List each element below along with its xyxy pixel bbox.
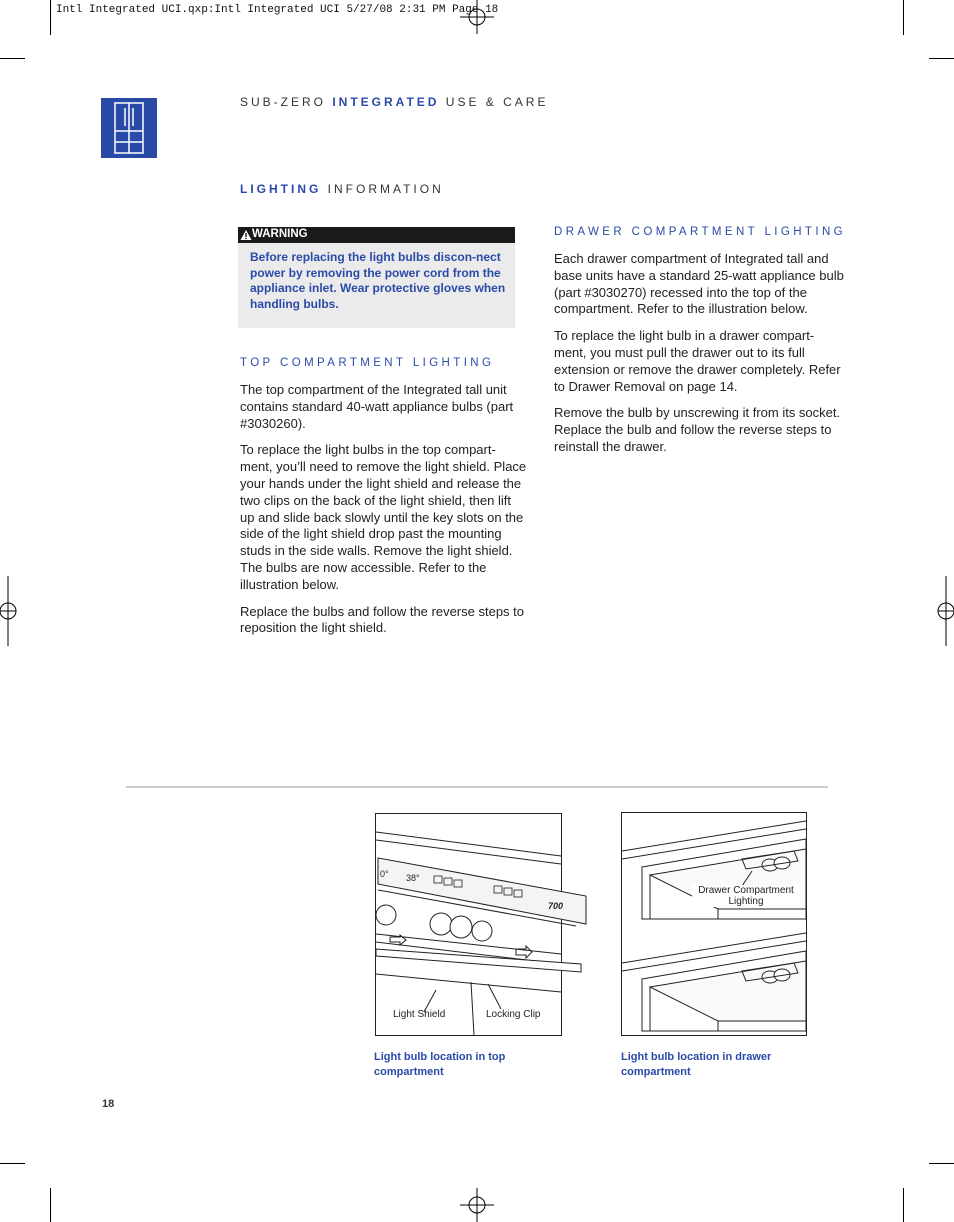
caption-drawer-compartment: Light bulb location in drawer compartment bbox=[621, 1051, 772, 1078]
section-title bbox=[240, 182, 444, 196]
divider bbox=[126, 786, 828, 788]
top-compartment-body bbox=[240, 382, 528, 647]
paragraph: The top compartment of the Integrated tall unit contains standard 40-watt appliance bulbs (part #3030260). bbox=[240, 382, 514, 431]
caption-top-compartment: Light bulb location in top compartment bbox=[374, 1051, 506, 1078]
label-locking-clip: Locking Clip bbox=[486, 1009, 541, 1020]
figure-drawer-compartment bbox=[621, 812, 807, 1036]
panel-temp-1: 0° bbox=[380, 869, 389, 879]
print-slug: Intl Integrated UCI.qxp:Intl Integrated UCI 5/27/08 2:31 PM Page 18 bbox=[56, 4, 499, 16]
top-compartment-heading: TOP COMPARTMENT LIGHTING bbox=[240, 357, 495, 369]
refrigerator-icon bbox=[101, 98, 157, 158]
drawer-compartment-body bbox=[554, 251, 844, 466]
paragraph: To replace the light bulbs in the top compart-ment, you’ll need to remove the light shield. Place your hands under the light shield and release the two clips on the back of the light shield, then lift up and slide back slowly until the key slots on the side of the light shield drop past the mounting studs in the side walls. Remove the light shield. The bulbs are now accessible. Refer to the illustration below. bbox=[240, 442, 527, 592]
warning-triangle-icon bbox=[240, 229, 252, 241]
warning-text: Before replacing the light bulbs discon-nect power by removing the power cord from the appliance inlet. Wear protective gloves when handling bulbs. bbox=[250, 250, 506, 311]
header-text-end: USE & CARE bbox=[439, 95, 549, 109]
drawer-compartment-illustration bbox=[622, 813, 806, 1035]
panel-temp-2: 38° bbox=[406, 873, 420, 883]
header-brand: INTEGRATED bbox=[332, 95, 440, 109]
paragraph: Each drawer compartment of Integrated tall and base units have a standard 25-watt appliance bulb (part #3030270) recessed into the top of the compartment. Refer to the illustration below. bbox=[554, 251, 844, 317]
top-compartment-illustration bbox=[376, 814, 564, 1035]
running-header bbox=[240, 95, 548, 109]
figure-top-compartment bbox=[375, 813, 562, 1036]
paragraph: Remove the bulb by unscrewing it from its socket. Replace the bulb and follow the reverse steps to reinstall the drawer. bbox=[554, 405, 841, 454]
label-light-shield: Light Shield bbox=[393, 1009, 446, 1020]
drawer-compartment-heading: DRAWER COMPARTMENT LIGHTING bbox=[554, 226, 846, 238]
header-text: SUB-ZERO bbox=[240, 95, 333, 109]
label-drawer-compartment-lighting: Drawer Compartment Lighting bbox=[692, 885, 800, 907]
model-number: 700 bbox=[548, 901, 564, 911]
warning-bar bbox=[238, 227, 515, 243]
section-title-bold: LIGHTING bbox=[240, 182, 322, 196]
section-title-rest: INFORMATION bbox=[321, 182, 444, 196]
paragraph: To replace the light bulb in a drawer compart-ment, you must pull the drawer out to its full extension or remove the drawer completely. Refer to Drawer Removal on page 14. bbox=[554, 328, 841, 394]
paragraph: Replace the bulbs and follow the reverse steps to reposition the light shield. bbox=[240, 603, 525, 636]
warning-label: WARNING bbox=[252, 228, 308, 240]
page-number: 18 bbox=[102, 1098, 115, 1110]
warning-box bbox=[238, 227, 515, 328]
